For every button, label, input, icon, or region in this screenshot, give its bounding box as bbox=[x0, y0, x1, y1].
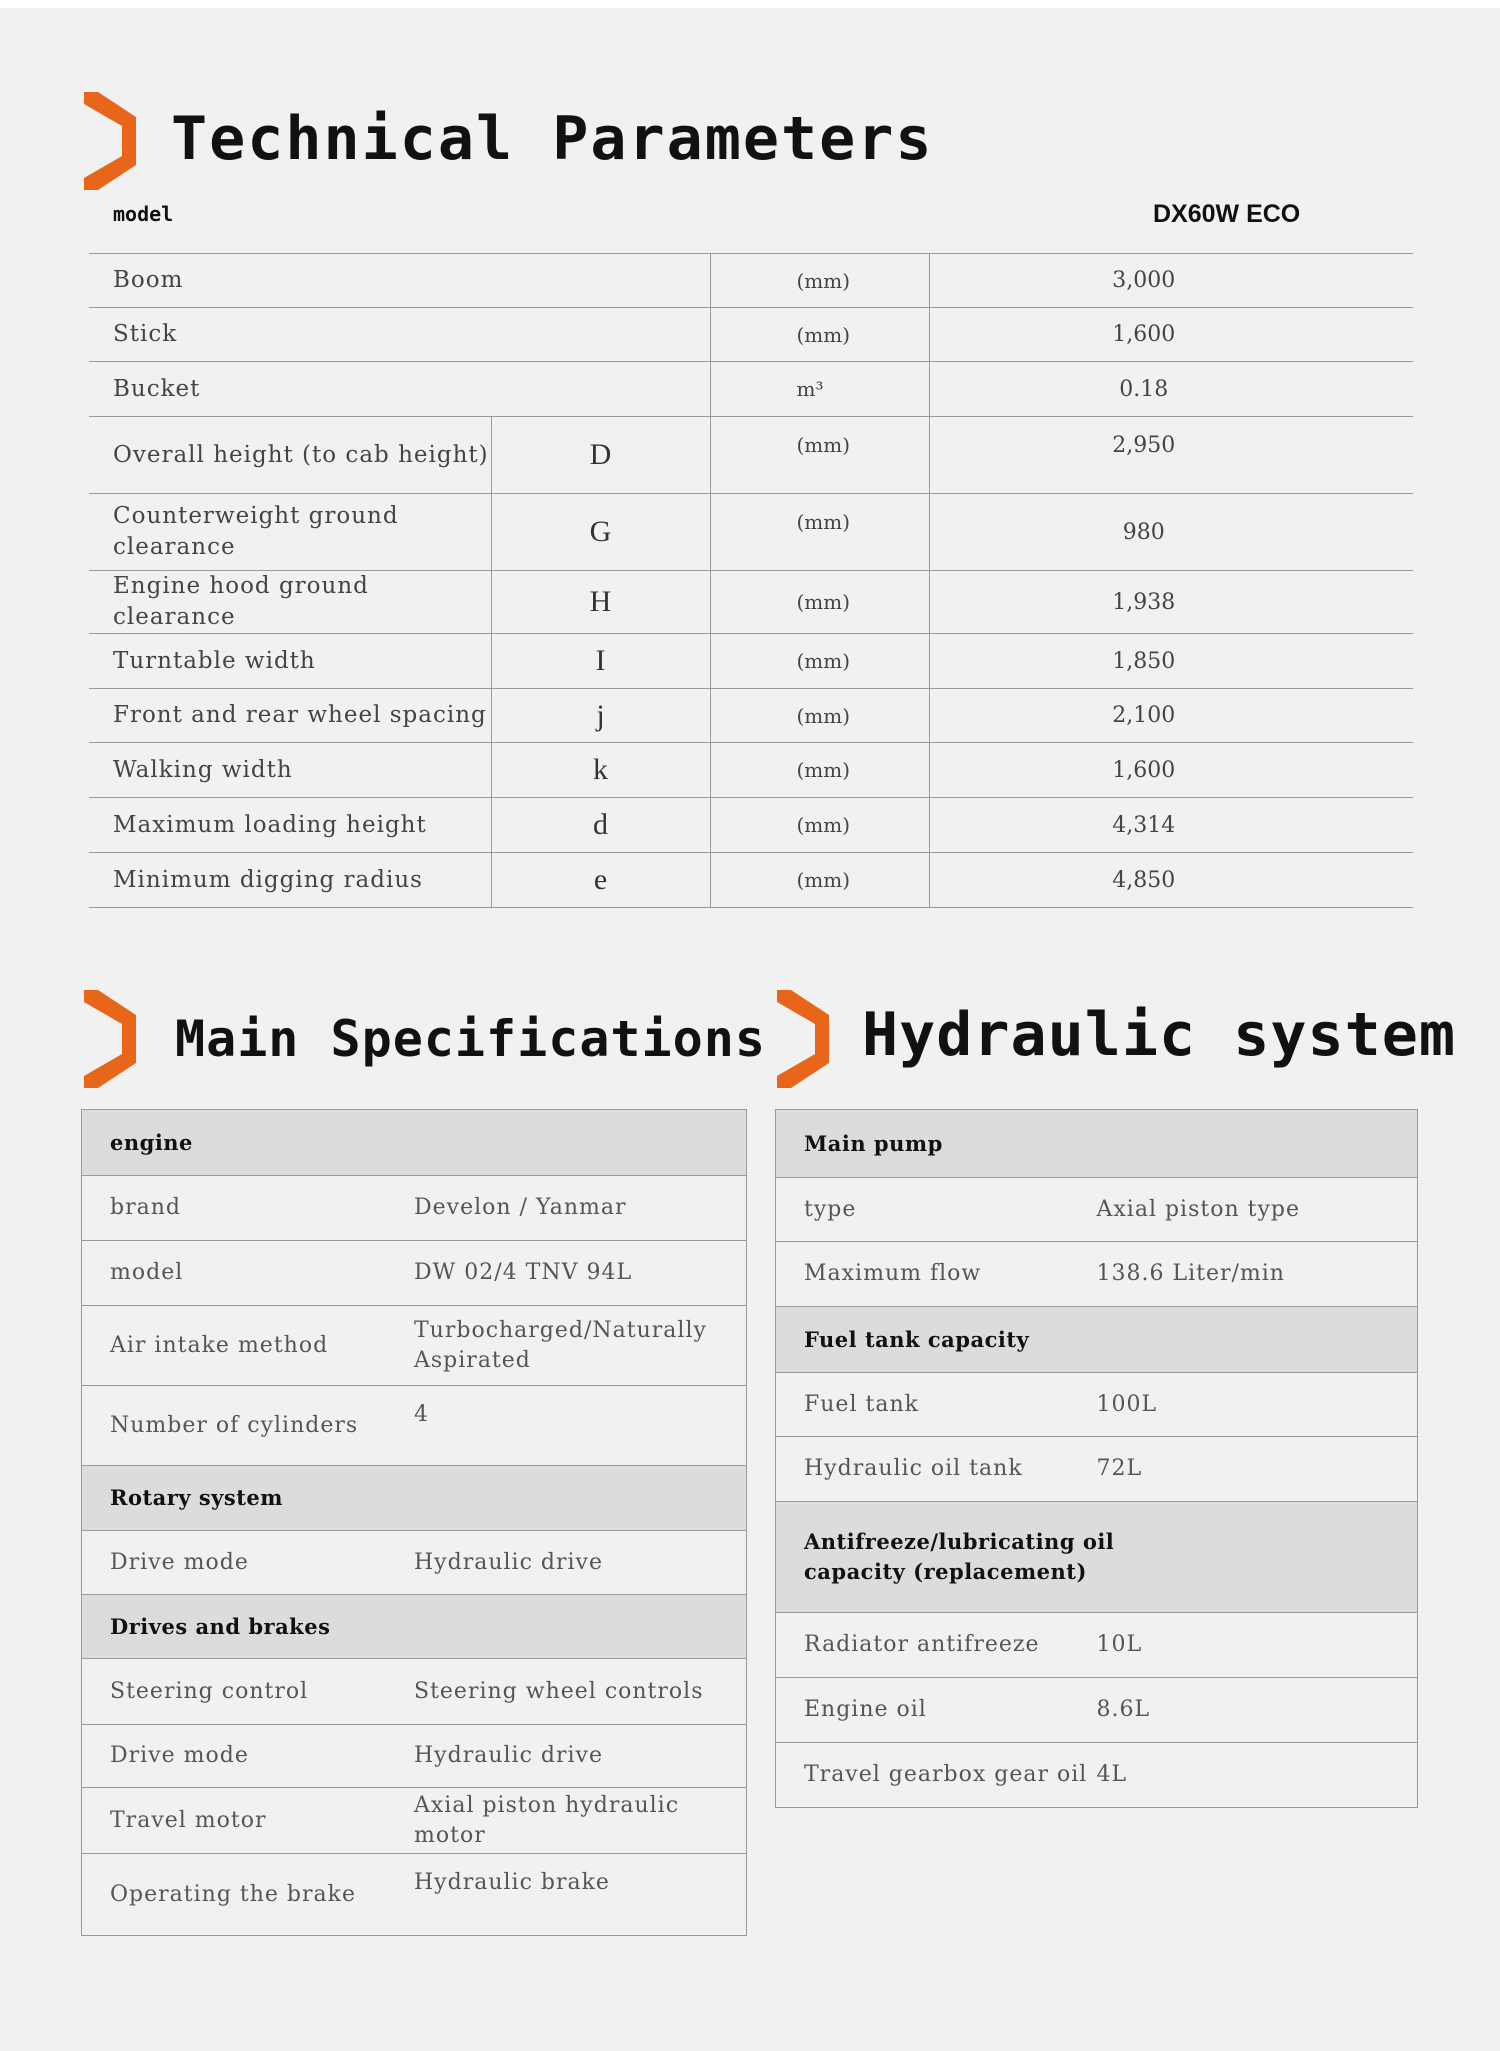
table-row bbox=[82, 1659, 747, 1725]
spec-group-header bbox=[776, 1110, 1418, 1178]
param-unit: (mm) bbox=[710, 853, 929, 908]
table-row bbox=[82, 1854, 747, 1936]
spec-value: Axial piston hydraulic motor bbox=[414, 1788, 747, 1854]
param-value: 2,950 bbox=[929, 417, 1413, 494]
technical-parameters-table bbox=[89, 253, 1413, 908]
table-row bbox=[82, 1241, 747, 1306]
main-specifications-title: Main Specifications bbox=[175, 1010, 766, 1068]
param-value: 1,600 bbox=[929, 308, 1413, 362]
spec-value: Hydraulic drive bbox=[414, 1531, 747, 1595]
param-unit: (mm) bbox=[710, 798, 929, 853]
model-label: model bbox=[113, 202, 174, 226]
table-row bbox=[82, 1306, 747, 1386]
spec-group-label: Drives and brakes bbox=[82, 1595, 747, 1659]
param-code: D bbox=[491, 417, 710, 494]
spec-value: 100L bbox=[1097, 1373, 1418, 1437]
spec-value: Turbocharged/Naturally Aspirated bbox=[414, 1306, 747, 1386]
spec-key: model bbox=[82, 1241, 415, 1306]
table-row bbox=[89, 689, 1413, 743]
spec-value: 10L bbox=[1097, 1613, 1418, 1678]
spec-key: type bbox=[776, 1178, 1097, 1242]
spec-key: Fuel tank bbox=[776, 1373, 1097, 1437]
table-row bbox=[776, 1743, 1418, 1808]
table-row bbox=[776, 1613, 1418, 1678]
technical-parameters-title: Technical Parameters bbox=[171, 104, 934, 174]
spec-group-header bbox=[82, 1110, 747, 1176]
param-value: 1,600 bbox=[929, 743, 1413, 798]
spec-key: Travel gearbox gear oil bbox=[776, 1743, 1097, 1808]
spec-value: Hydraulic brake bbox=[414, 1854, 747, 1936]
param-value: 2,100 bbox=[929, 689, 1413, 743]
hydraulic-system-table bbox=[775, 1109, 1418, 1808]
param-unit: (mm) bbox=[710, 254, 929, 308]
table-row bbox=[82, 1386, 747, 1466]
param-name: Overall height (to cab height) bbox=[89, 417, 491, 494]
spec-value: Hydraulic drive bbox=[414, 1725, 747, 1788]
spec-key: Engine oil bbox=[776, 1678, 1097, 1743]
param-unit: (mm) bbox=[710, 308, 929, 362]
table-row bbox=[82, 1788, 747, 1854]
param-name: Front and rear wheel spacing bbox=[89, 689, 491, 743]
orange-chevron-icon bbox=[777, 990, 829, 1088]
spec-group-header bbox=[776, 1502, 1418, 1613]
param-unit: m³ bbox=[710, 362, 929, 417]
spec-group-header bbox=[776, 1307, 1418, 1373]
param-name: Turntable width bbox=[89, 634, 491, 689]
page-top-edge bbox=[0, 0, 1500, 8]
table-row bbox=[82, 1531, 747, 1595]
spec-value: 4 bbox=[414, 1386, 747, 1466]
orange-chevron-icon bbox=[84, 92, 136, 190]
spec-value: 4L bbox=[1097, 1743, 1418, 1808]
spec-key: Steering control bbox=[82, 1659, 415, 1725]
param-code: G bbox=[491, 494, 710, 571]
param-code: I bbox=[491, 634, 710, 689]
table-row bbox=[89, 853, 1413, 908]
table-row bbox=[89, 308, 1413, 362]
param-value: 1,938 bbox=[929, 571, 1413, 634]
param-unit: (mm) bbox=[710, 634, 929, 689]
spec-group-header bbox=[82, 1466, 747, 1531]
param-code: k bbox=[491, 743, 710, 798]
spec-key: Air intake method bbox=[82, 1306, 415, 1386]
spec-group-header bbox=[82, 1595, 747, 1659]
spec-value: Axial piston type bbox=[1097, 1178, 1418, 1242]
model-value: DX60W ECO bbox=[1153, 200, 1301, 228]
table-row bbox=[89, 798, 1413, 853]
param-unit: (mm) bbox=[710, 689, 929, 743]
table-row bbox=[89, 743, 1413, 798]
table-row bbox=[89, 362, 1413, 417]
param-value: 1,850 bbox=[929, 634, 1413, 689]
table-row bbox=[89, 634, 1413, 689]
param-unit: (mm) bbox=[710, 571, 929, 634]
param-name: Stick bbox=[89, 308, 710, 362]
table-row bbox=[82, 1176, 747, 1241]
param-code: j bbox=[491, 689, 710, 743]
param-name: Boom bbox=[89, 254, 710, 308]
spec-key: Maximum flow bbox=[776, 1242, 1097, 1307]
table-row bbox=[776, 1678, 1418, 1743]
spec-key: Drive mode bbox=[82, 1531, 415, 1595]
table-row bbox=[89, 254, 1413, 308]
spec-value: DW 02/4 TNV 94L bbox=[414, 1241, 747, 1306]
table-row bbox=[776, 1437, 1418, 1502]
param-name: Minimum digging radius bbox=[89, 853, 491, 908]
spec-value: 138.6 Liter/min bbox=[1097, 1242, 1418, 1307]
param-value: 3,000 bbox=[929, 254, 1413, 308]
spec-key: Drive mode bbox=[82, 1725, 415, 1788]
spec-group-label: Antifreeze/lubricating oil capacity (replacement) bbox=[776, 1502, 1418, 1613]
spec-group-label: Rotary system bbox=[82, 1466, 747, 1531]
table-row bbox=[82, 1725, 747, 1788]
spec-value: Steering wheel controls bbox=[414, 1659, 747, 1725]
param-name: Bucket bbox=[89, 362, 710, 417]
param-name: Walking width bbox=[89, 743, 491, 798]
spec-key: brand bbox=[82, 1176, 415, 1241]
spec-key: Travel motor bbox=[82, 1788, 415, 1854]
spec-key: Number of cylinders bbox=[82, 1386, 415, 1466]
table-row bbox=[89, 494, 1413, 571]
spec-key: Hydraulic oil tank bbox=[776, 1437, 1097, 1502]
spec-group-label: Fuel tank capacity bbox=[776, 1307, 1418, 1373]
param-name: Engine hood ground clearance bbox=[89, 571, 491, 634]
param-value: 4,314 bbox=[929, 798, 1413, 853]
main-specifications-table bbox=[81, 1109, 747, 1936]
spec-key: Operating the brake bbox=[82, 1854, 415, 1936]
param-value: 980 bbox=[929, 494, 1413, 571]
table-row bbox=[89, 417, 1413, 494]
orange-chevron-icon bbox=[84, 990, 136, 1088]
spec-value: 8.6L bbox=[1097, 1678, 1418, 1743]
param-value: 0.18 bbox=[929, 362, 1413, 417]
param-code: e bbox=[491, 853, 710, 908]
spec-group-label: engine bbox=[82, 1110, 747, 1176]
param-code: d bbox=[491, 798, 710, 853]
spec-group-label: Main pump bbox=[776, 1110, 1418, 1178]
table-row bbox=[776, 1373, 1418, 1437]
param-code: H bbox=[491, 571, 710, 634]
param-unit: (mm) bbox=[710, 494, 929, 571]
hydraulic-system-title: Hydraulic system bbox=[862, 1000, 1456, 1070]
param-value: 4,850 bbox=[929, 853, 1413, 908]
param-unit: (mm) bbox=[710, 743, 929, 798]
param-name: Counterweight ground clearance bbox=[89, 494, 491, 571]
table-row bbox=[89, 571, 1413, 634]
spec-value: Develon / Yanmar bbox=[414, 1176, 747, 1241]
table-row bbox=[776, 1178, 1418, 1242]
spec-value: 72L bbox=[1097, 1437, 1418, 1502]
spec-key: Radiator antifreeze bbox=[776, 1613, 1097, 1678]
param-name: Maximum loading height bbox=[89, 798, 491, 853]
param-unit: (mm) bbox=[710, 417, 929, 494]
table-row bbox=[776, 1242, 1418, 1307]
